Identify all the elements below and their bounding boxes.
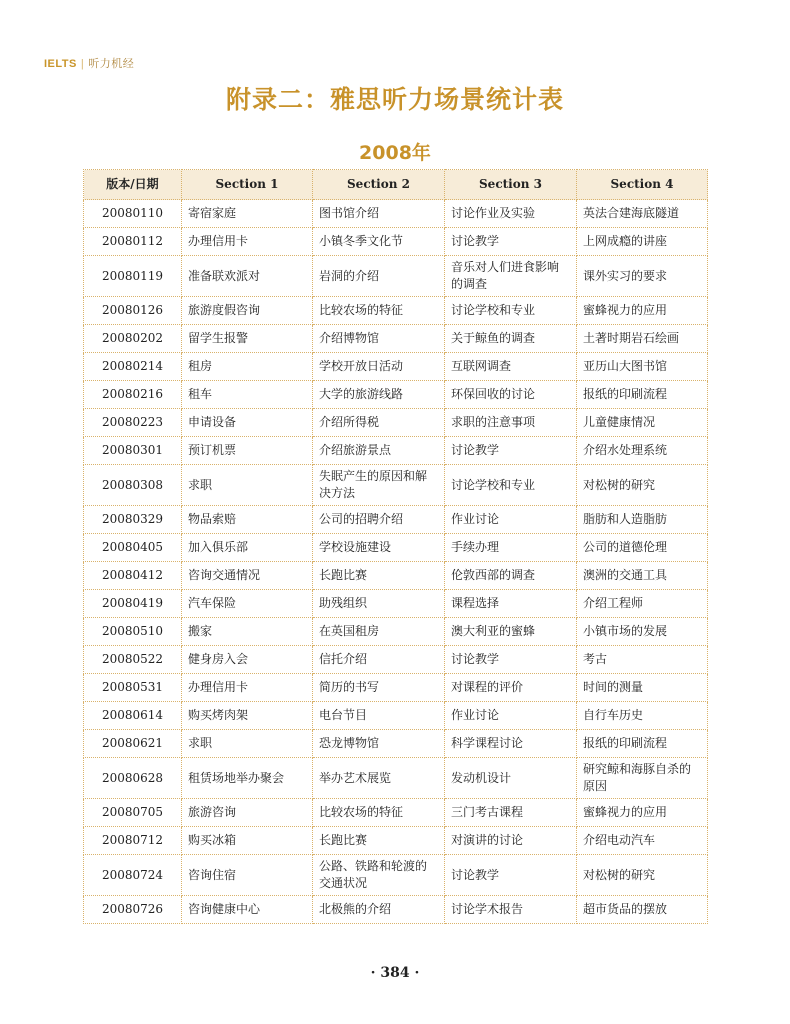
section-2-cell: 北极熊的介绍 xyxy=(313,896,445,924)
date-cell: 20080223 xyxy=(84,409,182,437)
table-row xyxy=(84,437,708,465)
section-1-cell: 咨询住宿 xyxy=(182,855,313,896)
date-cell: 20080724 xyxy=(84,855,182,896)
table-row xyxy=(84,758,708,799)
date-cell: 20080412 xyxy=(84,562,182,590)
table-row xyxy=(84,465,708,506)
section-1-cell: 预订机票 xyxy=(182,437,313,465)
section-3-cell: 澳大利亚的蜜蜂 xyxy=(445,618,577,646)
table-row xyxy=(84,228,708,256)
table-row xyxy=(84,200,708,228)
table-row xyxy=(84,618,708,646)
section-1-cell: 租车 xyxy=(182,381,313,409)
section-1-cell: 申请设备 xyxy=(182,409,313,437)
section-2-cell: 长跑比赛 xyxy=(313,562,445,590)
date-cell: 20080510 xyxy=(84,618,182,646)
section-4-cell: 报纸的印刷流程 xyxy=(577,381,708,409)
section-3-cell: 作业讨论 xyxy=(445,506,577,534)
table-row xyxy=(84,799,708,827)
section-1-cell: 租赁场地举办聚会 xyxy=(182,758,313,799)
date-cell: 20080119 xyxy=(84,256,182,297)
section-1-cell: 咨询健康中心 xyxy=(182,896,313,924)
section-4-cell: 课外实习的要求 xyxy=(577,256,708,297)
section-3-cell: 科学课程讨论 xyxy=(445,730,577,758)
section-4-cell: 英法合建海底隧道 xyxy=(577,200,708,228)
table-row xyxy=(84,702,708,730)
section-1-cell: 加入俱乐部 xyxy=(182,534,313,562)
section-4-cell: 澳洲的交通工具 xyxy=(577,562,708,590)
table-row xyxy=(84,409,708,437)
section-1-cell: 旅游咨询 xyxy=(182,799,313,827)
section-2-cell: 长跑比赛 xyxy=(313,827,445,855)
table-row xyxy=(84,256,708,297)
section-3-cell: 课程选择 xyxy=(445,590,577,618)
table-row xyxy=(84,506,708,534)
date-cell: 20080419 xyxy=(84,590,182,618)
section-3-cell: 讨论学校和专业 xyxy=(445,297,577,325)
table-row xyxy=(84,325,708,353)
section-1-cell: 购买冰箱 xyxy=(182,827,313,855)
section-1-cell: 购买烤肉架 xyxy=(182,702,313,730)
section-2-cell: 助残组织 xyxy=(313,590,445,618)
section-2-cell: 信托介绍 xyxy=(313,646,445,674)
column-header: Section 3 xyxy=(445,170,577,200)
section-4-cell: 对松树的研究 xyxy=(577,855,708,896)
section-1-cell: 物品索赔 xyxy=(182,506,313,534)
table-row xyxy=(84,827,708,855)
section-2-cell: 岩洞的介绍 xyxy=(313,256,445,297)
section-2-cell: 大学的旅游线路 xyxy=(313,381,445,409)
section-3-cell: 讨论学术报告 xyxy=(445,896,577,924)
section-1-cell: 汽车保险 xyxy=(182,590,313,618)
date-cell: 20080621 xyxy=(84,730,182,758)
section-4-cell: 介绍水处理系统 xyxy=(577,437,708,465)
date-cell: 20080126 xyxy=(84,297,182,325)
section-2-cell: 恐龙博物馆 xyxy=(313,730,445,758)
date-cell: 20080405 xyxy=(84,534,182,562)
year-heading: 2008年 xyxy=(359,142,431,164)
date-cell: 20080628 xyxy=(84,758,182,799)
table-row xyxy=(84,855,708,896)
section-2-cell: 介绍旅游景点 xyxy=(313,437,445,465)
section-2-cell: 简历的书写 xyxy=(313,674,445,702)
table-row xyxy=(84,381,708,409)
column-header: Section 2 xyxy=(313,170,445,200)
section-2-cell: 电台节目 xyxy=(313,702,445,730)
date-cell: 20080531 xyxy=(84,674,182,702)
date-cell: 20080705 xyxy=(84,799,182,827)
section-1-cell: 办理信用卡 xyxy=(182,674,313,702)
table-row xyxy=(84,297,708,325)
header-subtitle: 听力机经 xyxy=(88,58,135,70)
section-1-cell: 准备联欢派对 xyxy=(182,256,313,297)
date-cell: 20080712 xyxy=(84,827,182,855)
section-3-cell: 伦敦西部的调查 xyxy=(445,562,577,590)
section-2-cell: 介绍所得税 xyxy=(313,409,445,437)
section-2-cell: 学校开放日活动 xyxy=(313,353,445,381)
date-cell: 20080110 xyxy=(84,200,182,228)
section-1-cell: 健身房入会 xyxy=(182,646,313,674)
section-1-cell: 寄宿家庭 xyxy=(182,200,313,228)
section-3-cell: 环保回收的讨论 xyxy=(445,381,577,409)
column-header: Section 4 xyxy=(577,170,708,200)
section-4-cell: 小镇市场的发展 xyxy=(577,618,708,646)
section-4-cell: 时间的测量 xyxy=(577,674,708,702)
section-2-cell: 介绍博物馆 xyxy=(313,325,445,353)
section-3-cell: 讨论作业及实验 xyxy=(445,200,577,228)
section-2-cell: 公路、铁路和轮渡的交通状况 xyxy=(313,855,445,896)
section-2-cell: 公司的招聘介绍 xyxy=(313,506,445,534)
header-brand: IELTS xyxy=(44,58,77,70)
page-title: 附录二：雅思听力场景统计表 xyxy=(225,85,564,114)
section-3-cell: 发动机设计 xyxy=(445,758,577,799)
section-1-cell: 租房 xyxy=(182,353,313,381)
section-4-cell: 脂肪和人造脂肪 xyxy=(577,506,708,534)
date-cell: 20080301 xyxy=(84,437,182,465)
table-row xyxy=(84,896,708,924)
column-header: Section 1 xyxy=(182,170,313,200)
section-4-cell: 蜜蜂视力的应用 xyxy=(577,799,708,827)
section-4-cell: 上网成瘾的讲座 xyxy=(577,228,708,256)
section-3-cell: 音乐对人们进食影响的调查 xyxy=(445,256,577,297)
date-cell: 20080522 xyxy=(84,646,182,674)
section-1-cell: 求职 xyxy=(182,730,313,758)
section-4-cell: 研究鲸和海豚自杀的原因 xyxy=(577,758,708,799)
section-3-cell: 讨论教学 xyxy=(445,646,577,674)
date-cell: 20080216 xyxy=(84,381,182,409)
section-2-cell: 在英国租房 xyxy=(313,618,445,646)
running-header xyxy=(44,55,134,71)
section-4-cell: 超市货品的摆放 xyxy=(577,896,708,924)
section-4-cell: 土著时期岩石绘画 xyxy=(577,325,708,353)
section-4-cell: 对松树的研究 xyxy=(577,465,708,506)
table-row xyxy=(84,562,708,590)
table-header-row xyxy=(84,170,708,200)
table-row xyxy=(84,730,708,758)
date-cell: 20080214 xyxy=(84,353,182,381)
table-row xyxy=(84,590,708,618)
section-2-cell: 比较农场的特征 xyxy=(313,297,445,325)
section-4-cell: 考古 xyxy=(577,646,708,674)
table-row xyxy=(84,534,708,562)
section-1-cell: 求职 xyxy=(182,465,313,506)
page-number: · 384 · xyxy=(370,965,420,981)
section-4-cell: 自行车历史 xyxy=(577,702,708,730)
column-header: 版本/日期 xyxy=(84,170,182,200)
section-3-cell: 手续办理 xyxy=(445,534,577,562)
section-3-cell: 讨论教学 xyxy=(445,855,577,896)
table-row xyxy=(84,646,708,674)
table-row xyxy=(84,674,708,702)
section-4-cell: 介绍工程师 xyxy=(577,590,708,618)
section-3-cell: 三门考古课程 xyxy=(445,799,577,827)
section-2-cell: 图书馆介绍 xyxy=(313,200,445,228)
section-3-cell: 互联网调查 xyxy=(445,353,577,381)
section-1-cell: 咨询交通情况 xyxy=(182,562,313,590)
scene-statistics-table xyxy=(83,169,708,924)
date-cell: 20080726 xyxy=(84,896,182,924)
section-3-cell: 讨论教学 xyxy=(445,437,577,465)
date-cell: 20080329 xyxy=(84,506,182,534)
section-4-cell: 儿童健康情况 xyxy=(577,409,708,437)
section-3-cell: 作业讨论 xyxy=(445,702,577,730)
section-1-cell: 搬家 xyxy=(182,618,313,646)
section-3-cell: 关于鲸鱼的调查 xyxy=(445,325,577,353)
section-4-cell: 亚历山大图书馆 xyxy=(577,353,708,381)
section-1-cell: 旅游度假咨询 xyxy=(182,297,313,325)
section-3-cell: 对演讲的讨论 xyxy=(445,827,577,855)
section-4-cell: 蜜蜂视力的应用 xyxy=(577,297,708,325)
section-3-cell: 对课程的评价 xyxy=(445,674,577,702)
section-4-cell: 介绍电动汽车 xyxy=(577,827,708,855)
section-2-cell: 小镇冬季文化节 xyxy=(313,228,445,256)
section-1-cell: 办理信用卡 xyxy=(182,228,313,256)
table-row xyxy=(84,353,708,381)
section-3-cell: 求职的注意事项 xyxy=(445,409,577,437)
section-2-cell: 失眠产生的原因和解决方法 xyxy=(313,465,445,506)
section-1-cell: 留学生报警 xyxy=(182,325,313,353)
section-3-cell: 讨论学校和专业 xyxy=(445,465,577,506)
section-4-cell: 公司的道德伦理 xyxy=(577,534,708,562)
date-cell: 20080112 xyxy=(84,228,182,256)
date-cell: 20080614 xyxy=(84,702,182,730)
section-2-cell: 比较农场的特征 xyxy=(313,799,445,827)
header-divider: | xyxy=(80,58,85,70)
section-2-cell: 举办艺术展览 xyxy=(313,758,445,799)
date-cell: 20080308 xyxy=(84,465,182,506)
section-4-cell: 报纸的印刷流程 xyxy=(577,730,708,758)
section-3-cell: 讨论教学 xyxy=(445,228,577,256)
table-body xyxy=(84,200,708,924)
section-2-cell: 学校设施建设 xyxy=(313,534,445,562)
date-cell: 20080202 xyxy=(84,325,182,353)
